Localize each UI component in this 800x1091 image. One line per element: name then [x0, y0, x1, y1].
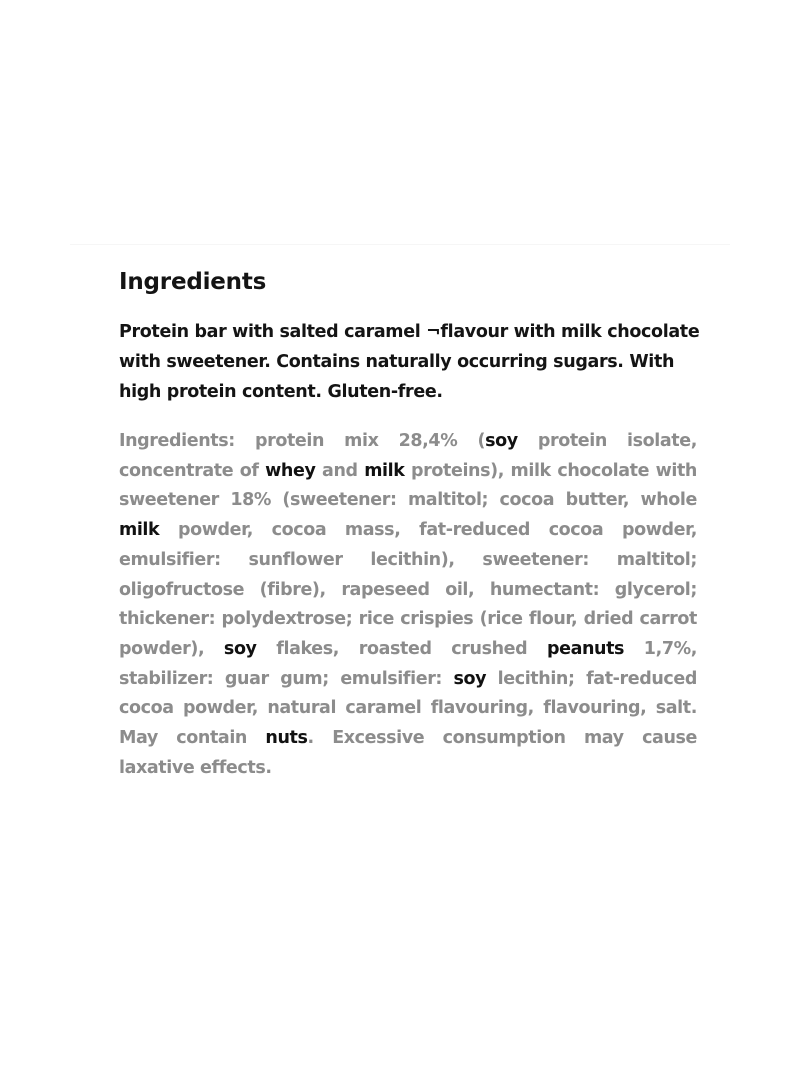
ingredients-heading: Ingredients [119, 269, 267, 295]
ingredient-text: . Excessive consumption may cause laxative effects. [119, 728, 698, 778]
ingredient-text: proteins), milk chocolate with sweetener 18% (sweetener: maltitol; cocoa butter, whole [119, 460, 697, 511]
allergen-peanuts: peanuts [546, 638, 625, 659]
ingredient-text: flakes, roasted crushed [256, 638, 547, 659]
ingredients-list [119, 427, 697, 783]
allergen-soy: soy [485, 431, 518, 451]
ingredient-text: powder, cocoa mass, fat-reduced cocoa powder, emulsifier: sunflower lecithin), sweetener: maltitol; oligofructose (fibre), rapeseed oil, humectant: glycerol; thickener: polydextrose; rice crispies (rice flour, dried carrot powder), [119, 520, 697, 659]
ingredient-text: lecithin; fat-reduced cocoa powder, natural caramel flavouring, flavouring, salt. May contain [119, 668, 697, 749]
allergen-milk: milk [119, 520, 160, 541]
allergen-milk: milk [364, 460, 405, 481]
ingredient-text: 1,7%, stabilizer: guar gum; emulsifier: [119, 638, 697, 689]
ingredient-text: Ingredients: protein mix 28,4% ( [119, 431, 486, 451]
ingredient-text: protein isolate, concentrate of [119, 431, 697, 481]
product-description: Protein bar with salted caramel ¬flavour with milk chocolate with sweetener. Contains naturally occurring sugars. With high protein content. Gluten-free. [119, 322, 700, 402]
allergen-nuts: nuts [265, 728, 308, 749]
allergen-whey: whey [265, 460, 316, 481]
allergen-soy: soy [453, 668, 487, 689]
ingredient-text: and [315, 460, 365, 481]
allergen-soy: soy [223, 638, 257, 659]
